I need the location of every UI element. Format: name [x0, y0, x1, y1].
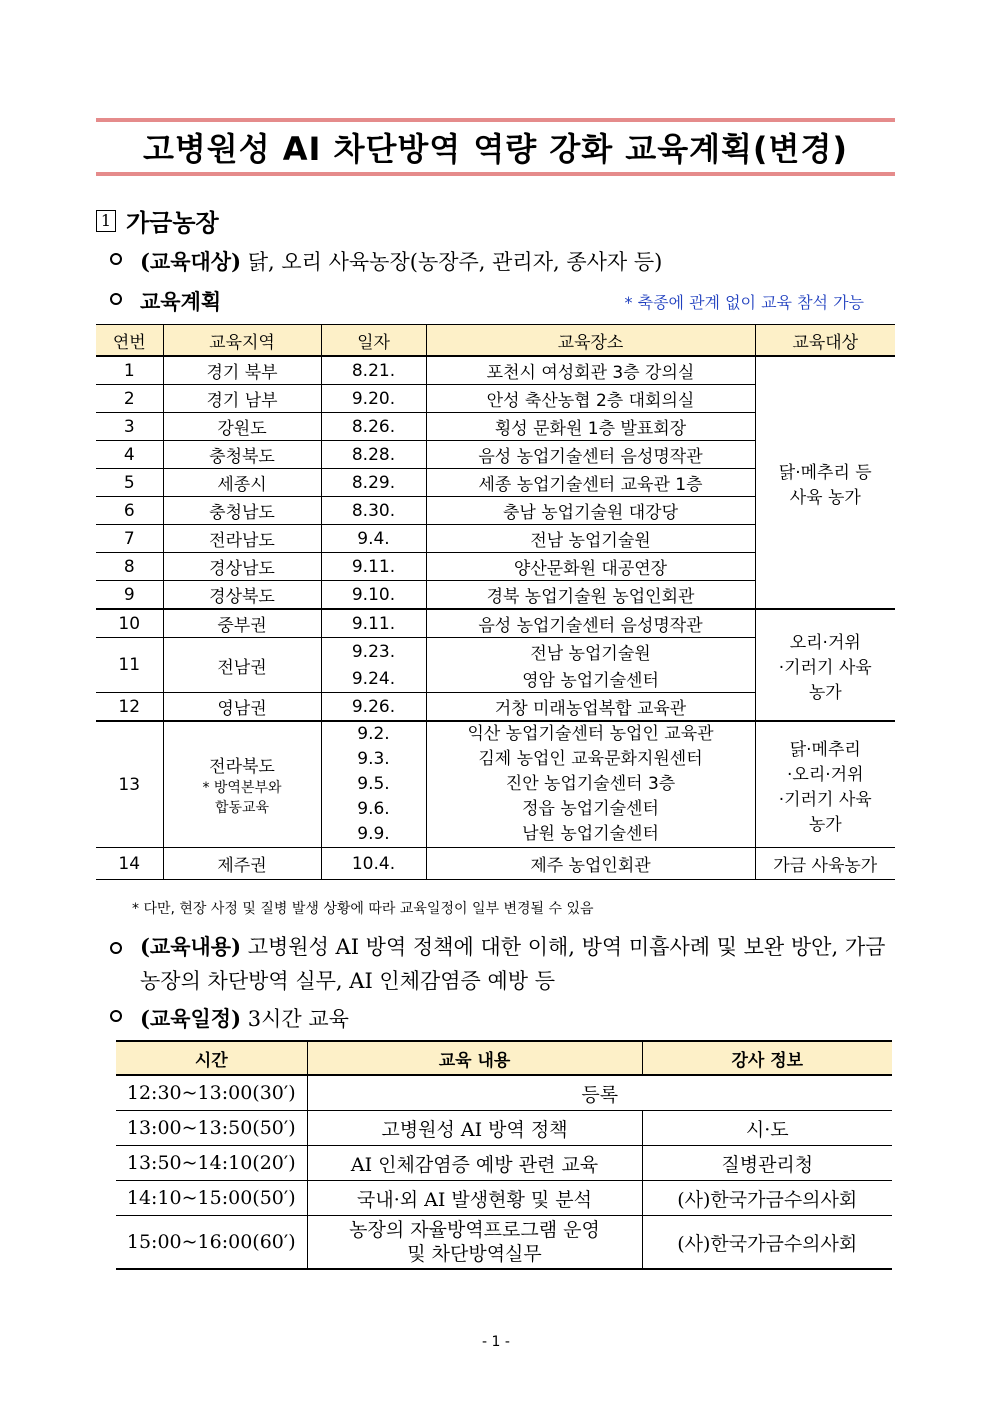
header-time: 시간	[116, 1041, 307, 1075]
cell-region: 충청북도	[163, 441, 321, 469]
cell-dates	[321, 721, 426, 848]
cell-lecturer: 시·도	[642, 1111, 892, 1146]
cell-date: 9.20.	[321, 385, 426, 413]
cell-target-group-2	[755, 609, 895, 721]
content-text: 고병원성 AI 방역 정책에 대한 이해, 방역 미흡사례 및 보완 방안, 가금농장의 차단방역 실무, AI 인체감염증 예방 등	[140, 935, 886, 993]
cell-no: 5	[96, 469, 163, 497]
document-title: 고병원성 AI 차단방역 역량 강화 교육계획(변경)	[142, 130, 849, 168]
date-line: 9.3.	[357, 749, 390, 769]
cell-no: 10	[96, 609, 163, 638]
cell-no: 11	[96, 638, 163, 693]
cell-place: 충남 농업기술원 대강당	[426, 497, 755, 525]
header-region: 교육지역	[163, 325, 321, 357]
title-box	[96, 118, 895, 176]
cell-place: 경북 농업기술원 농업인회관	[426, 581, 755, 610]
region-note: 합동교육	[214, 800, 270, 816]
cell-region: 충청남도	[163, 497, 321, 525]
cell-no: 2	[96, 385, 163, 413]
cell-region: 경기 남부	[163, 385, 321, 413]
cell-date: 8.28.	[321, 441, 426, 469]
header-lecturer: 강사 정보	[642, 1041, 892, 1075]
circle-bullet-icon	[110, 1010, 122, 1022]
cell-date: 8.21.	[321, 356, 426, 385]
cell-content: 고병원성 AI 방역 정책	[307, 1111, 642, 1146]
target-line: 오리·거위	[789, 632, 861, 653]
place-line: 익산 농업기술센터 농업인 교육관	[467, 724, 714, 744]
cell-region: 중부권	[163, 609, 321, 638]
place-line: 진안 농업기술센터 3층	[505, 774, 676, 794]
cell-date: 9.11.	[321, 609, 426, 638]
cell-region: 경상북도	[163, 581, 321, 610]
cell-region: 강원도	[163, 413, 321, 441]
bullet-content	[110, 930, 896, 998]
plan-label: 교육계획	[140, 289, 222, 314]
table-note: * 다만, 현장 사정 및 질병 발생 상황에 따라 교육일정이 일부 변경될 수 있음	[132, 901, 594, 917]
target-line: ·기러기 사육	[778, 657, 872, 678]
section-heading	[96, 203, 219, 238]
table-row	[116, 1216, 892, 1270]
cell-region: 전라남도	[163, 525, 321, 553]
cell-region	[163, 721, 321, 848]
cell-content: 국내·외 AI 발생현황 및 분석	[307, 1181, 642, 1216]
cell-region: 세종시	[163, 469, 321, 497]
cell-place: 양산문화원 대공연장	[426, 553, 755, 581]
cell-place: 제주 농업인회관	[426, 848, 755, 880]
cell-time: 13:00~13:50(50′)	[116, 1111, 307, 1146]
place-line: 남원 농업기술센터	[522, 824, 659, 844]
target-line: ·기러기 사육	[778, 789, 872, 810]
cell-time: 12:30~13:00(30′)	[116, 1075, 307, 1111]
cell-time: 13:50~14:10(20′)	[116, 1146, 307, 1181]
header-no: 연번	[96, 325, 163, 357]
schedule-label: (교육일정)	[140, 1006, 242, 1031]
section-number: 1	[96, 210, 116, 232]
content-label: (교육내용)	[140, 934, 242, 959]
cell-place: 전남 농업기술원	[426, 525, 755, 553]
target-text: 닭, 오리 사육농장(농장주, 관리자, 종사자 등)	[247, 250, 663, 274]
table-row	[116, 1075, 892, 1111]
cell-place: 전남 농업기술원	[426, 638, 755, 666]
cell-date: 9.24.	[321, 665, 426, 693]
cell-no: 4	[96, 441, 163, 469]
cell-date: 9.4.	[321, 525, 426, 553]
content-line: 및 차단방역실무	[407, 1243, 542, 1265]
bullet-schedule	[110, 1003, 349, 1033]
cell-no: 1	[96, 356, 163, 385]
circle-bullet-icon	[110, 293, 122, 305]
cell-target-group-1	[755, 356, 895, 609]
target-line: 농가	[808, 814, 842, 835]
education-plan-table	[96, 324, 895, 880]
date-line: 9.6.	[357, 799, 390, 819]
content-line: 농장의 자율방역프로그램 운영	[349, 1219, 600, 1241]
cell-no: 7	[96, 525, 163, 553]
cell-date: 10.4.	[321, 848, 426, 880]
cell-place: 횡성 문화원 1층 발표회장	[426, 413, 755, 441]
cell-place: 음성 농업기술센터 음성명작관	[426, 609, 755, 638]
schedule-text: 3시간 교육	[247, 1007, 349, 1031]
cell-no: 9	[96, 581, 163, 610]
table-row	[116, 1111, 892, 1146]
cell-region: 경기 북부	[163, 356, 321, 385]
target-line: 닭·메추리 등	[778, 462, 872, 483]
date-line: 9.9.	[357, 824, 390, 844]
cell-region: 제주권	[163, 848, 321, 880]
cell-date: 8.29.	[321, 469, 426, 497]
cell-date: 9.23.	[321, 638, 426, 666]
cell-place: 포천시 여성회관 3층 강의실	[426, 356, 755, 385]
target-line: 농가	[808, 682, 842, 703]
table-row	[116, 1181, 892, 1216]
cell-region: 경상남도	[163, 553, 321, 581]
cell-no: 12	[96, 693, 163, 722]
table-row	[96, 721, 895, 848]
date-line: 9.5.	[357, 774, 390, 794]
table-header-row	[116, 1041, 892, 1075]
cell-lecturer: (사)한국가금수의사회	[642, 1181, 892, 1216]
header-date: 일자	[321, 325, 426, 357]
region-name: 전라북도	[209, 757, 275, 777]
date-line: 9.2.	[357, 724, 390, 744]
header-content: 교육 내용	[307, 1041, 642, 1075]
cell-no: 3	[96, 413, 163, 441]
cell-region: 전남권	[163, 638, 321, 693]
cell-places	[426, 721, 755, 848]
cell-target: 가금 사육농가	[755, 848, 895, 880]
cell-no: 6	[96, 497, 163, 525]
circle-bullet-icon	[110, 942, 122, 954]
header-target: 교육대상	[755, 325, 895, 357]
bullet-plan	[110, 286, 221, 316]
table-header-row	[96, 325, 895, 357]
target-label: (교육대상)	[140, 249, 242, 274]
cell-target-group-3	[755, 721, 895, 848]
table-row	[96, 356, 895, 385]
cell-content	[307, 1216, 642, 1270]
cell-no: 8	[96, 553, 163, 581]
schedule-table	[116, 1040, 892, 1270]
plan-note: * 축종에 관계 없이 교육 참석 가능	[624, 293, 864, 312]
cell-date: 9.10.	[321, 581, 426, 610]
cell-place: 음성 농업기술센터 음성명작관	[426, 441, 755, 469]
table-row	[96, 609, 895, 638]
section-title: 가금농장	[126, 209, 219, 237]
cell-lecturer: (사)한국가금수의사회	[642, 1216, 892, 1270]
bullet-target	[110, 246, 662, 276]
page-number: - 1 -	[482, 1334, 510, 1350]
target-line: 닭·메추리	[789, 739, 861, 760]
target-line: ·오리·거위	[787, 764, 864, 785]
region-note: * 방역본부와	[202, 780, 282, 796]
table-row	[116, 1146, 892, 1181]
cell-place: 거창 미래농업복합 교육관	[426, 693, 755, 722]
cell-content: 등록	[307, 1075, 892, 1111]
cell-region: 영남권	[163, 693, 321, 722]
target-line: 사육 농가	[789, 487, 861, 508]
cell-time: 14:10~15:00(50′)	[116, 1181, 307, 1216]
cell-place: 안성 축산농협 2층 대회의실	[426, 385, 755, 413]
cell-no: 13	[96, 721, 163, 848]
cell-date: 8.26.	[321, 413, 426, 441]
cell-place: 영암 농업기술센터	[426, 665, 755, 693]
place-line: 김제 농업인 교육문화지원센터	[478, 749, 703, 769]
cell-date: 9.11.	[321, 553, 426, 581]
place-line: 정읍 농업기술센터	[522, 799, 659, 819]
cell-lecturer: 질병관리청	[642, 1146, 892, 1181]
cell-content: AI 인체감염증 예방 관련 교육	[307, 1146, 642, 1181]
cell-time: 15:00~16:00(60′)	[116, 1216, 307, 1270]
table-row	[96, 848, 895, 880]
circle-bullet-icon	[110, 253, 122, 265]
header-place: 교육장소	[426, 325, 755, 357]
cell-no: 14	[96, 848, 163, 880]
cell-date: 8.30.	[321, 497, 426, 525]
cell-place: 세종 농업기술센터 교육관 1층	[426, 469, 755, 497]
cell-date: 9.26.	[321, 693, 426, 722]
